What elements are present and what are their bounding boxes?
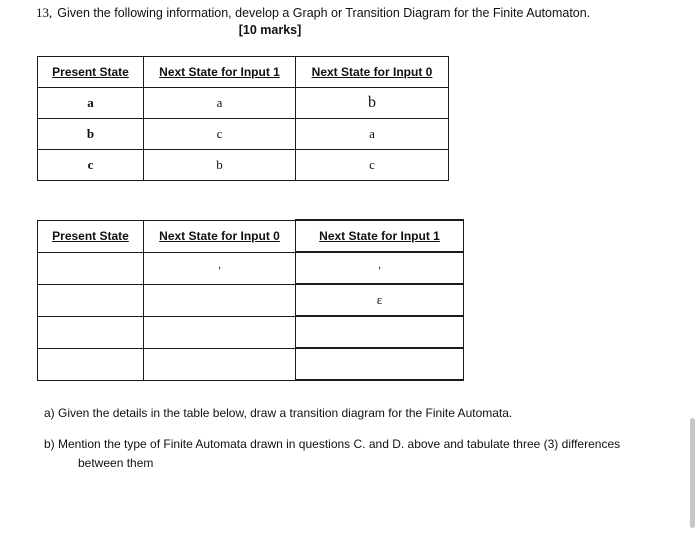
- instruction-b: b) Mention the type of Finite Automata drawn in questions C. and D. above and tabulate three (3) differences: [44, 437, 621, 451]
- table-row: [38, 252, 464, 284]
- cell-present-state: b: [38, 119, 144, 150]
- table-header-row: [38, 57, 449, 88]
- table-row: [38, 348, 464, 380]
- instruction-a: a) Given the details in the table below, draw a transition diagram for the Finite Automata.: [44, 406, 513, 420]
- transition-table-2: [37, 219, 464, 381]
- cell-next-input-0: [144, 284, 296, 316]
- cell-present-state: c: [38, 150, 144, 181]
- table-row: [38, 88, 449, 119]
- table-header-row: [38, 220, 464, 252]
- cell-present-state: [38, 348, 144, 380]
- cell-next-input-0: c: [296, 150, 449, 181]
- cell-present-state: a: [38, 88, 144, 119]
- cell-next-input-1: [296, 316, 464, 348]
- header-present-state: Present State: [38, 57, 144, 88]
- instruction-b-continued: between them: [78, 456, 154, 470]
- transition-table-1: [37, 56, 449, 181]
- cell-present-state: [38, 316, 144, 348]
- question-title: [36, 5, 590, 21]
- header-next-state-input-1: Next State for Input 1: [296, 220, 464, 252]
- cell-present-state: [38, 252, 144, 284]
- cell-next-input-0: [144, 348, 296, 380]
- question-number: 13,: [36, 5, 53, 20]
- cell-next-input-1: [296, 348, 464, 380]
- question-text: Given the following information, develop a Graph or Transition Diagram for the Finite Automaton.: [57, 6, 591, 20]
- vertical-scrollbar[interactable]: [690, 418, 695, 528]
- cell-next-input-1: ε: [296, 284, 464, 316]
- header-present-state: Present State: [38, 220, 144, 252]
- marks-label: [10 marks]: [238, 23, 302, 37]
- cell-next-input-1: b: [144, 150, 296, 181]
- cell-next-input-0: ,: [144, 249, 296, 281]
- cell-present-state: [38, 284, 144, 316]
- cell-next-input-1: ,: [296, 249, 464, 281]
- table-row: [38, 316, 464, 348]
- cell-next-input-0: a: [296, 119, 449, 150]
- header-next-state-input-0: Next State for Input 0: [144, 220, 296, 252]
- table-row: [38, 284, 464, 316]
- header-next-state-input-0: Next State for Input 0: [296, 57, 449, 88]
- cell-next-input-0: b: [296, 88, 449, 119]
- header-next-state-input-1: Next State for Input 1: [144, 57, 296, 88]
- cell-next-input-1: c: [144, 119, 296, 150]
- table-row: [38, 150, 449, 181]
- cell-next-input-1: a: [144, 88, 296, 119]
- cell-next-input-0: [144, 316, 296, 348]
- table-row: [38, 119, 449, 150]
